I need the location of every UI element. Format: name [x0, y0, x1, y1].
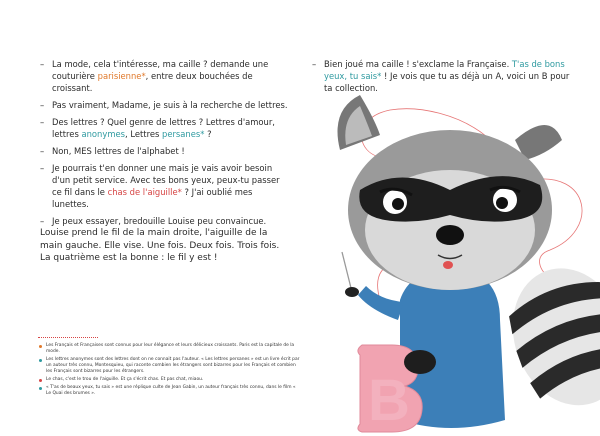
dialogue-text: Non, MES lettres de l'alphabet !	[52, 146, 185, 156]
narration-paragraph: Louise prend le fil de la main droite, l'aiguille de la main gauche. Elle vise. Une fois. Deux fois. Trois fois. La quatrième est la bonne : le fil y est !	[40, 228, 280, 263]
letter-b-text: B	[368, 368, 410, 433]
dialogue-text: Je pourrais t'en donner une mais je vais avoir besoin d'un petit service. Avec tes bons yeux, peux-tu passer ce fil dans le	[52, 163, 280, 197]
footnotes-list	[38, 343, 300, 399]
dialogue-text: chas de l'aiguille*	[107, 187, 182, 197]
dialogue-text: parisienne*	[97, 71, 146, 81]
dialogue-line	[40, 99, 290, 111]
dialogue-line	[312, 58, 574, 94]
dialogue-text: Bien joué ma caille ! s'exclame la Française.	[324, 59, 512, 69]
dialogue-text: Des lettres ? Quel genre de lettres ? Lettres d'amour, lettres	[52, 117, 275, 139]
dialogue-text: persanes*	[162, 129, 205, 139]
footnote: Les Français et Françaises sont connus pour leur élégance et leurs délicieux croissants. Paris est la capitale de la mode.	[38, 343, 300, 355]
dialogue-line	[40, 58, 290, 94]
raccoon-head	[338, 95, 563, 290]
footnote-divider	[38, 337, 98, 338]
dialogue-text: anonymes	[81, 129, 125, 139]
dialogue-text: T'as de bons yeux, tu sais*	[324, 59, 565, 81]
dialogue-line	[40, 145, 290, 157]
paw	[404, 350, 436, 374]
footnote: Le chas, c'est le trou de l'aiguille. Et ça s'écrit chas. Et pas chat, miaou.	[38, 377, 300, 383]
dialogue-line	[40, 162, 290, 210]
dialogue-text: La mode, cela t'intéresse, ma caille ? demande une couturière	[52, 59, 269, 81]
needle	[342, 252, 352, 292]
dialogue-text: , entre deux bouchées de croissant.	[52, 71, 253, 93]
right-dialogue-list	[312, 58, 574, 94]
footnote: Les lettres anonymes sont des lettres dont on ne connait pas l'auteur. « Les lettres persanes » est un livre écrit par un auteur très connu, Montesquieu, qui raconte combien les étrangers sont bizarres pour les Français et combien les Français sont bizarres pour les étrangers.	[38, 357, 300, 375]
footnote: « T'as de beaux yeux, tu sais » est une réplique culte de Jean Gabin, un auteur français très connu, dans le film « Le Quai des brumes ».	[38, 385, 300, 397]
tail	[494, 252, 600, 421]
dialogue-line	[40, 116, 290, 140]
right-page	[300, 0, 600, 436]
dialogue-text: Je peux essayer, bredouille Louise peu convaincue.	[52, 216, 267, 226]
arm	[358, 286, 404, 320]
dialogue-line	[40, 215, 290, 227]
dialogue-text: ?	[204, 129, 212, 139]
dialogue-text: ! Je vois que tu as déjà un A, voici un B pour ta collection.	[324, 71, 570, 93]
dialogue-text: , Lettres	[125, 129, 162, 139]
dialogue-text: ? J'ai oublié mes lunettes.	[52, 187, 253, 209]
dialogue-text: Pas vraiment, Madame, je suis à la recherche de lettres.	[52, 100, 288, 110]
dialogue-list	[40, 58, 290, 232]
